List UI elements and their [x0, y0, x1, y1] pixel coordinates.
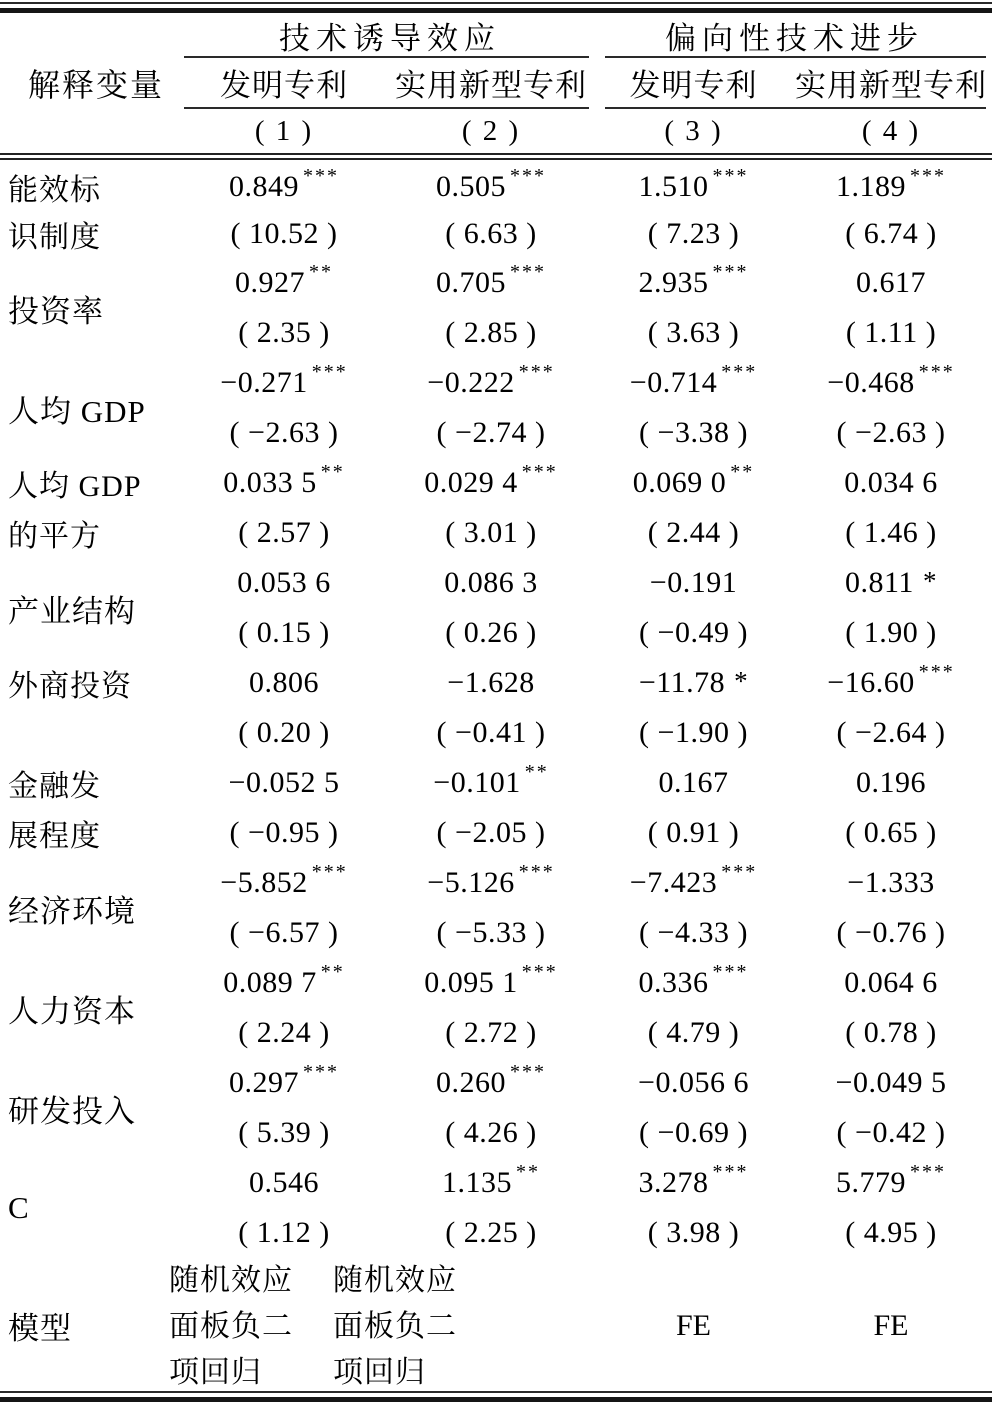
estimate-cell — [183, 1058, 385, 1158]
t-statistic: ( 5.39 ) — [238, 1116, 330, 1149]
estimate-value: 0.806 — [249, 666, 319, 699]
estimate-cell — [597, 758, 790, 858]
t-statistic: ( 1.12 ) — [238, 1216, 330, 1249]
estimate-cell — [790, 458, 992, 558]
estimate-cell — [597, 658, 790, 758]
estimate-cell — [385, 658, 597, 758]
t-statistic: ( 4.79 ) — [647, 1016, 740, 1049]
t-statistic: ( 4.95 ) — [845, 1216, 937, 1249]
row-label: 人力资本 — [8, 993, 136, 1029]
group-header-biased-progress: 偏向性技术进步 — [665, 20, 924, 56]
t-statistic: ( 2.57 ) — [238, 516, 330, 549]
row-label-line: 外商投资 — [8, 670, 132, 703]
t-statistic: ( 0.15 ) — [238, 616, 330, 649]
col-header-utility-patent-1: 实用新型专利 — [395, 68, 587, 103]
estimate-cell — [385, 758, 597, 858]
t-statistic: ( −6.57 ) — [229, 916, 339, 949]
row-label: C — [8, 1190, 30, 1225]
col-header-invention-patent-2: 发明专利 — [629, 68, 758, 103]
significance-stars: ** — [309, 261, 333, 283]
estimate-value: 0.064 6 — [844, 966, 938, 999]
model-cell: FE — [675, 1308, 711, 1342]
significance-stars: *** — [303, 1061, 339, 1083]
significance-star: * — [922, 566, 937, 596]
row-label — [0, 658, 183, 758]
row-label — [0, 458, 183, 558]
model-cell — [333, 1258, 597, 1393]
t-statistic: ( −0.42 ) — [836, 1116, 946, 1149]
column-number-2: ( 2 ) — [461, 115, 521, 147]
t-statistic: ( 2.85 ) — [445, 316, 537, 349]
top-rule-thin — [0, 2, 992, 4]
t-statistic: ( −4.33 ) — [639, 916, 748, 949]
estimate-value: −0.714 *** — [629, 361, 758, 399]
row-label: 投资率 — [8, 293, 104, 329]
estimate-value: 1.510 *** — [638, 164, 749, 203]
estimate-cell — [183, 658, 385, 758]
t-statistic: ( 0.78 ) — [845, 1016, 937, 1049]
significance-stars: ** — [516, 1161, 540, 1183]
model-description: 随机效应面板负二项回归 — [169, 1264, 293, 1389]
row-label-line: 人均 GDP — [8, 470, 142, 503]
t-statistic: ( 1.90 ) — [845, 616, 937, 649]
estimate-cell — [385, 358, 597, 458]
estimate-value: 1.135 ** — [442, 1161, 540, 1199]
row-label-line: 的平方 — [8, 520, 101, 553]
t-statistic: ( −0.41 ) — [436, 716, 546, 749]
significance-stars: *** — [303, 164, 339, 187]
estimate-cell — [597, 258, 790, 358]
estimate-cell — [183, 358, 385, 458]
table-header — [0, 13, 992, 155]
significance-stars: *** — [510, 164, 546, 187]
estimate-cell — [597, 858, 790, 958]
estimate-value: −16.60 *** — [827, 661, 955, 699]
estimate-value: −0.271 *** — [220, 361, 348, 399]
estimate-value: 0.033 5 ** — [223, 461, 345, 499]
estimate-value: 0.505 *** — [436, 164, 546, 203]
estimate-cell — [790, 958, 992, 1058]
t-statistic: ( 0.26 ) — [445, 616, 537, 649]
estimate-value: 0.546 — [249, 1166, 319, 1199]
significance-stars: *** — [521, 961, 558, 983]
estimate-value: 0.260 *** — [436, 1061, 546, 1099]
t-statistic: ( 10.52 ) — [230, 217, 338, 251]
estimate-cell — [597, 358, 790, 458]
estimate-value: −0.052 5 — [228, 766, 340, 799]
estimate-cell — [183, 758, 385, 858]
significance-stars: *** — [712, 164, 749, 187]
t-statistic: ( −3.38 ) — [639, 416, 748, 449]
row-label-line: 金融发 — [8, 770, 101, 803]
estimate-value: −0.056 6 — [638, 1066, 749, 1099]
row-label — [0, 758, 183, 858]
estimate-value: 0.196 — [856, 766, 926, 799]
t-statistic: ( 6.74 ) — [845, 217, 937, 251]
estimate-cell — [183, 1158, 385, 1258]
estimate-cell — [790, 858, 992, 958]
estimate-value: 0.849 *** — [229, 164, 339, 203]
t-statistic: ( 3.98 ) — [647, 1216, 740, 1249]
header-body-separator-2 — [0, 158, 992, 160]
estimate-value: 0.927 ** — [235, 261, 333, 299]
row-label — [0, 163, 183, 258]
estimate-cell — [385, 1158, 597, 1258]
t-statistic: ( 2.25 ) — [445, 1216, 537, 1249]
estimate-cell — [385, 258, 597, 358]
t-statistic: ( −2.63 ) — [836, 416, 946, 449]
estimate-cell — [597, 163, 790, 258]
column-number-3: ( 3 ) — [664, 115, 723, 147]
row-label-line: 识制度 — [8, 221, 101, 255]
model-cell: FE — [873, 1308, 909, 1342]
significance-stars: *** — [712, 261, 749, 283]
estimate-value: −1.628 — [447, 666, 535, 699]
t-statistic: ( −0.76 ) — [836, 916, 946, 949]
estimate-cell — [597, 458, 790, 558]
estimate-value: 0.617 — [856, 266, 926, 299]
t-statistic: ( −0.95 ) — [229, 816, 339, 849]
significance-stars: *** — [918, 661, 955, 683]
estimate-cell — [790, 758, 992, 858]
estimate-value: −0.468 *** — [827, 361, 955, 399]
significance-stars: *** — [510, 1061, 546, 1083]
t-statistic: ( −5.33 ) — [436, 916, 546, 949]
t-statistic: ( 2.35 ) — [238, 316, 330, 349]
t-statistic: ( 7.23 ) — [647, 217, 740, 251]
t-statistic: ( −0.69 ) — [639, 1116, 748, 1149]
estimate-value: 2.935 *** — [638, 261, 749, 299]
t-statistic: ( −2.05 ) — [436, 816, 546, 849]
t-statistic: ( −2.74 ) — [436, 416, 546, 449]
row-label: 模型 — [8, 1311, 72, 1346]
significance-stars: *** — [510, 261, 546, 283]
estimate-value: −5.852 *** — [220, 861, 348, 899]
estimate-cell — [385, 458, 597, 558]
estimate-value: 0.053 6 — [237, 566, 331, 599]
estimate-value: −11.78 * — [638, 666, 749, 699]
estimate-cell — [790, 558, 992, 658]
estimate-cell — [183, 163, 385, 258]
t-statistic: ( 4.26 ) — [445, 1116, 537, 1149]
t-statistic: ( 3.63 ) — [647, 316, 740, 349]
significance-stars: *** — [521, 461, 558, 483]
estimate-value: −5.126 *** — [427, 861, 555, 899]
estimate-cell — [385, 858, 597, 958]
estimate-value: −0.049 5 — [835, 1066, 947, 1099]
row-label: 经济环境 — [8, 893, 136, 929]
estimate-value: −0.101 ** — [433, 761, 549, 799]
significance-stars: ** — [730, 461, 755, 483]
estimate-cell — [790, 163, 992, 258]
row-label-line: 展程度 — [8, 820, 101, 853]
estimate-value: 0.167 — [658, 766, 729, 799]
row-label-header: 解释变量 — [28, 66, 165, 103]
significance-stars: ** — [320, 961, 345, 983]
significance-stars: *** — [712, 961, 749, 983]
column-number-4: ( 4 ) — [861, 115, 921, 147]
estimate-cell — [790, 258, 992, 358]
t-statistic: ( −2.63 ) — [229, 416, 339, 449]
significance-stars: *** — [918, 361, 955, 383]
estimate-cell — [183, 858, 385, 958]
significance-stars: *** — [311, 861, 348, 883]
t-statistic: ( −2.64 ) — [836, 716, 946, 749]
model-description: 随机效应面板负二项回归 — [333, 1264, 457, 1389]
t-statistic: ( −1.90 ) — [639, 716, 748, 749]
estimate-value: −0.191 — [649, 566, 738, 599]
significance-stars: *** — [721, 361, 758, 383]
t-statistic: ( 1.46 ) — [845, 516, 937, 549]
estimate-value: −0.222 *** — [427, 361, 555, 399]
estimate-cell — [790, 1058, 992, 1158]
estimate-cell — [385, 958, 597, 1058]
significance-stars: *** — [910, 164, 946, 187]
bottom-rule-thick — [0, 1397, 992, 1402]
estimate-value: 0.086 3 — [444, 566, 538, 599]
estimate-value: 3.278 *** — [638, 1161, 749, 1199]
row-label: 产业结构 — [8, 593, 136, 629]
estimate-cell — [183, 458, 385, 558]
estimate-cell — [790, 358, 992, 458]
t-statistic: ( 1.11 ) — [845, 316, 937, 349]
group-header-induced-effect: 技术诱导效应 — [279, 20, 501, 56]
estimate-cell — [183, 958, 385, 1058]
significance-stars: *** — [311, 361, 348, 383]
estimate-cell — [790, 658, 992, 758]
estimate-value: 0.095 1 *** — [424, 961, 558, 999]
estimate-cell — [385, 558, 597, 658]
significance-star: * — [734, 666, 749, 696]
significance-stars: *** — [721, 861, 758, 883]
estimate-value: 0.029 4 *** — [424, 461, 558, 499]
t-statistic: ( 3.01 ) — [445, 516, 537, 549]
significance-stars: *** — [518, 361, 555, 383]
significance-stars: ** — [524, 761, 549, 783]
estimate-cell — [385, 1058, 597, 1158]
t-statistic: ( −0.49 ) — [639, 616, 748, 649]
col-header-utility-patent-2: 实用新型专利 — [795, 68, 987, 103]
row-label: 人均 GDP — [8, 393, 146, 429]
t-statistic: ( 0.91 ) — [647, 816, 740, 849]
estimate-cell — [597, 958, 790, 1058]
row-label-line: 能效标 — [8, 173, 101, 207]
row-label: 研发投入 — [8, 1093, 136, 1129]
estimate-value: 1.189 *** — [836, 164, 946, 203]
estimate-value: 0.336 *** — [638, 961, 749, 999]
t-statistic: ( 6.63 ) — [445, 217, 537, 251]
estimate-cell — [597, 558, 790, 658]
estimate-value: 0.089 7 ** — [223, 961, 345, 999]
estimate-cell — [597, 1058, 790, 1158]
t-statistic: ( 2.24 ) — [238, 1016, 330, 1049]
t-statistic: ( 2.44 ) — [647, 516, 740, 549]
estimate-cell — [597, 1158, 790, 1258]
estimate-value: −1.333 — [847, 866, 935, 899]
significance-stars: ** — [320, 461, 345, 483]
col-header-invention-patent-1: 发明专利 — [220, 68, 348, 103]
estimate-value: 0.811 * — [845, 566, 937, 599]
estimate-value: 0.297 *** — [229, 1061, 339, 1099]
column-number-1: ( 1 ) — [254, 115, 314, 147]
estimate-cell — [790, 1158, 992, 1258]
estimate-cell — [183, 558, 385, 658]
estimate-value: −7.423 *** — [629, 861, 758, 899]
estimate-value: 0.069 0 ** — [632, 461, 755, 499]
significance-stars: *** — [518, 861, 555, 883]
estimate-value: 0.705 *** — [436, 261, 546, 299]
t-statistic: ( 0.65 ) — [845, 816, 937, 849]
significance-stars: *** — [910, 1161, 946, 1183]
t-statistic: ( 2.72 ) — [445, 1016, 537, 1049]
t-statistic: ( 0.20 ) — [238, 716, 330, 749]
estimate-value: 5.779 *** — [836, 1161, 946, 1199]
table-body — [0, 163, 992, 1393]
estimate-value: 0.034 6 — [844, 466, 938, 499]
significance-stars: *** — [712, 1161, 749, 1183]
estimate-cell — [385, 163, 597, 258]
estimate-cell — [183, 258, 385, 358]
